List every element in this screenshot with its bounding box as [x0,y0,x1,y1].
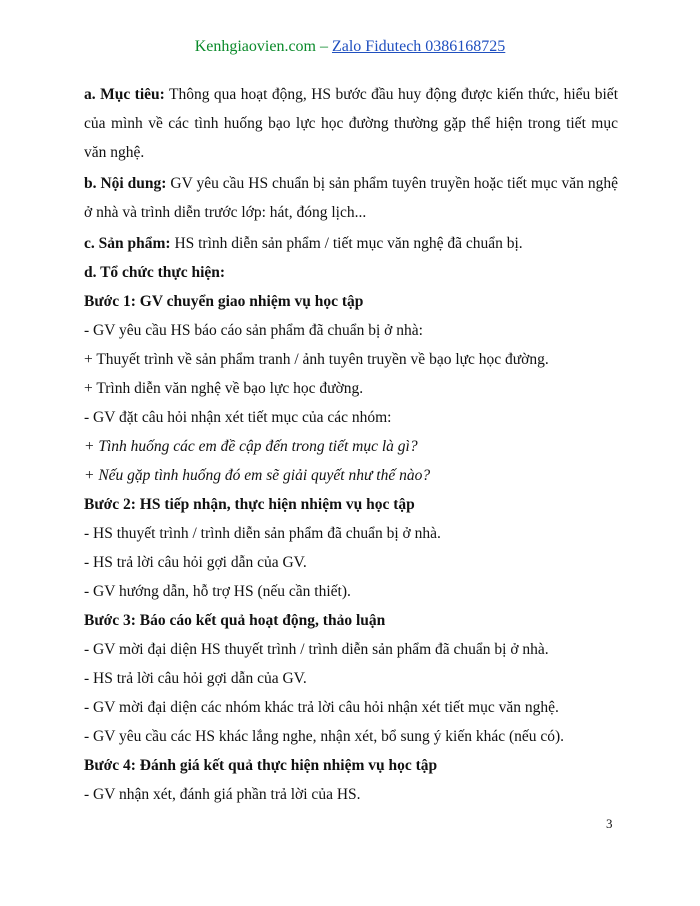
step-2-line: - GV hướng dẫn, hỗ trợ HS (nếu cần thiết). [84,583,351,600]
step-3-line: - GV mời đại diện HS thuyết trình / trình diễn sản phẩm đã chuẩn bị ở nhà. [84,641,549,658]
page-number: 3 [606,816,613,831]
step-1-line: - GV yêu cầu HS báo cáo sản phẩm đã chuẩn bị ở nhà: [84,322,423,339]
document-body [84,80,618,809]
step-2-line: - HS thuyết trình / trình diễn sản phẩm đã chuẩn bị ở nhà. [84,525,441,542]
section-b-label: b. Nội dung: [84,175,167,192]
step-3-line: - GV mời đại diện các nhóm khác trả lời câu hỏi nhận xét tiết mục văn nghệ. [84,699,559,716]
header-site-link[interactable]: Kenhgiaovien.com [194,38,316,55]
step-3-line: - GV yêu cầu các HS khác lắng nghe, nhận xét, bổ sung ý kiến khác (nếu có). [84,728,565,745]
section-c-paragraph [84,229,618,258]
page-header [0,36,700,58]
section-a-label: a. Mục tiêu: [84,86,165,103]
step-4-line: - GV nhận xét, đánh giá phần trả lời của HS. [84,786,361,803]
step-1-question: + Tình huống các em đề cập đến trong tiết mục là gì? [84,438,418,455]
step-3-heading: Bước 3: Báo cáo kết quả hoạt động, thảo luận [84,612,386,629]
step-1-question: + Nếu gặp tình huống đó em sẽ giải quyết như thế nào? [84,467,431,484]
section-a-text: Thông qua hoạt động, HS bước đầu huy động được kiến thức, hiểu biết của mình về các tình huống bạo lực học đường thường gặp thể hiện trong tiết mục văn nghệ. [84,86,618,161]
step-2-line: - HS trả lời câu hỏi gợi dẫn của GV. [84,554,307,571]
step-2-heading: Bước 2: HS tiếp nhận, thực hiện nhiệm vụ học tập [84,496,415,513]
step-3-line: - HS trả lời câu hỏi gợi dẫn của GV. [84,670,307,687]
section-d-heading: d. Tổ chức thực hiện: [84,264,226,281]
section-b-paragraph [84,169,618,227]
header-contact-link[interactable]: Zalo Fidutech 0386168725 [331,38,506,55]
section-c-text: HS trình diễn sản phẩm / tiết mục văn nghệ đã chuẩn bị. [174,235,523,252]
header-separator: – [315,38,332,55]
step-1-line: + Trình diễn văn nghệ về bạo lực học đường. [84,380,364,397]
step-1-heading: Bước 1: GV chuyển giao nhiệm vụ học tập [84,293,364,310]
step-1-line: - GV đặt câu hỏi nhận xét tiết mục của các nhóm: [84,409,392,426]
section-a-paragraph [84,80,618,167]
step-4-heading: Bước 4: Đánh giá kết quả thực hiện nhiệm vụ học tập [84,757,438,774]
section-c-label: c. Sản phẩm: [84,235,171,252]
step-1-line: + Thuyết trình về sản phẩm tranh / ảnh tuyên truyền về bạo lực học đường. [84,351,549,368]
section-b-text: GV yêu cầu HS chuẩn bị sản phẩm tuyên truyền hoặc tiết mục văn nghệ ở nhà và trình diễn trước lớp: hát, đóng lịch... [84,175,618,221]
